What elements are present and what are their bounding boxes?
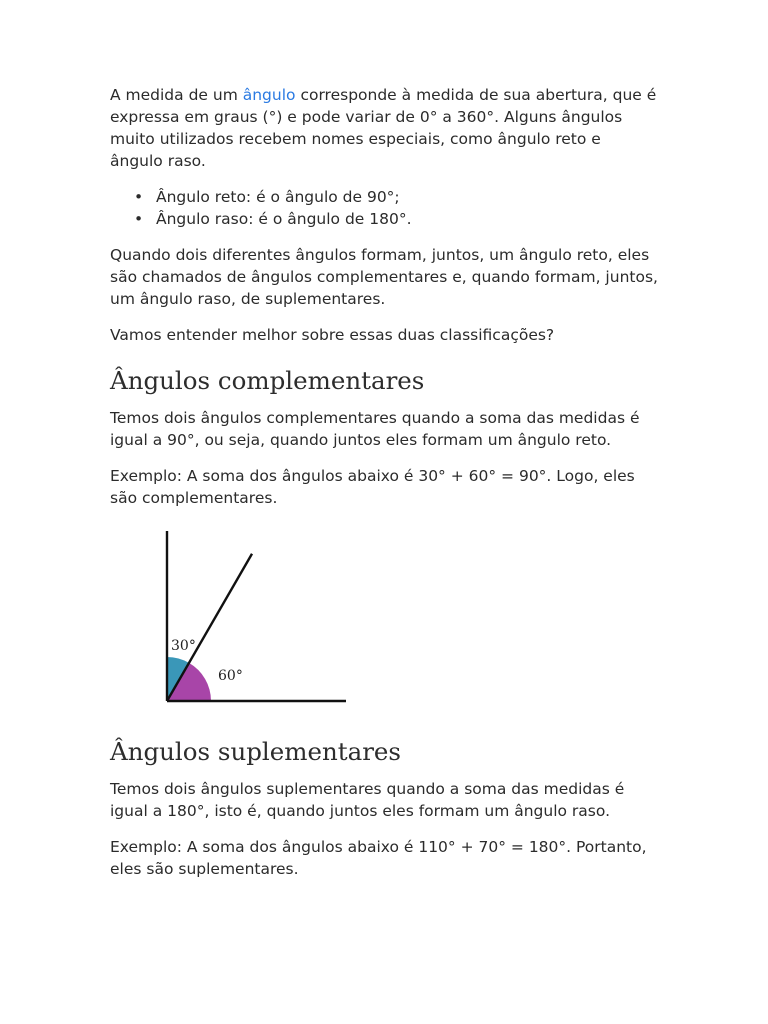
angle-types-list: [110, 186, 658, 230]
label-60-degrees: 60°: [218, 668, 243, 684]
complementares-definition: Temos dois ângulos complementares quando a soma das medidas é igual a 90°, ou seja, quando juntos eles formam um ângulo reto.: [110, 409, 640, 449]
complementary-angles-figure: [110, 527, 375, 717]
list-item-text: Ângulo reto: é o ângulo de 90°;: [156, 188, 400, 206]
intro-text-end: corresponde à medida de sua abertura, que é expressa em graus (°) e pode variar de 0° a 360°. Alguns ângulos muito utilizados recebem nomes especiais, como ângulo reto e ângulo raso.: [110, 86, 657, 170]
heading-complementares: Ângulos complementares: [110, 366, 425, 395]
angle-diagram: [110, 527, 375, 717]
list-item-right-angle: [110, 186, 658, 208]
suplementares-example: Exemplo: A soma dos ângulos abaixo é 110° + 70° = 180°. Portanto, eles são suplementares.: [110, 838, 647, 878]
list-item-straight-angle: [110, 208, 658, 230]
suplementares-definition: Temos dois ângulos suplementares quando a soma das medidas é igual a 180°, isto é, quando juntos eles formam um ângulo raso.: [110, 780, 625, 820]
angle-link[interactable]: ângulo: [242, 86, 296, 104]
heading-suplementares: Ângulos suplementares: [110, 737, 401, 766]
bullet-icon: •: [134, 210, 144, 228]
complementares-example: Exemplo: A soma dos ângulos abaixo é 30° + 60° = 90°. Logo, eles são complementares.: [110, 467, 635, 507]
article: [110, 84, 658, 894]
label-30-degrees: 30°: [171, 638, 196, 654]
bullet-icon: •: [134, 188, 144, 206]
list-item-text: Ângulo raso: é o ângulo de 180°.: [156, 210, 412, 228]
intro-text-start: A medida de um: [110, 86, 243, 104]
transition-paragraph: Vamos entender melhor sobre essas duas classificações?: [110, 326, 555, 344]
intro-paragraph: [110, 84, 658, 172]
definition-paragraph: Quando dois diferentes ângulos formam, juntos, um ângulo reto, eles são chamados de ângulos complementares e, quando formam, juntos, um ângulo raso, de suplementares.: [110, 246, 658, 308]
